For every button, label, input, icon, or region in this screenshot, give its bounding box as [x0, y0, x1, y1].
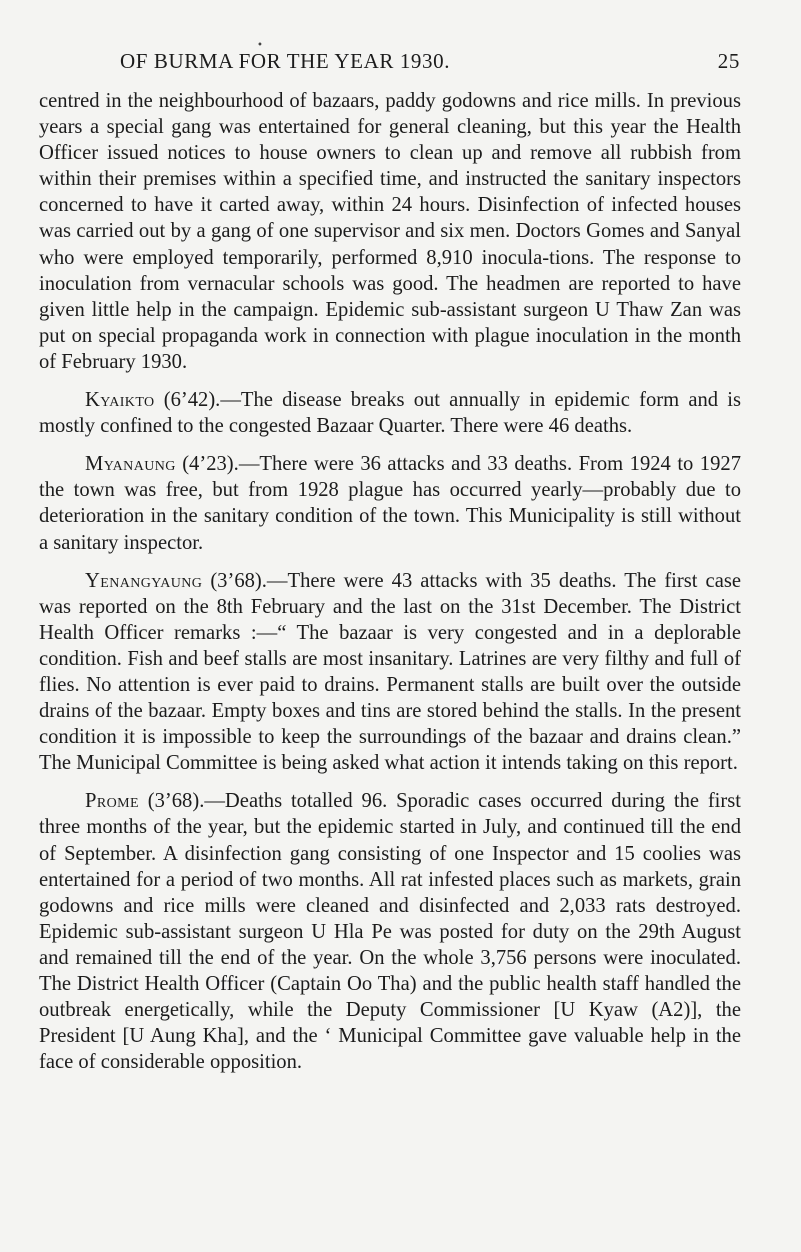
paragraph-text: (6’42).—The disease breaks out annually in epidemic form and is mostly confined to the congested Bazaar Quarter. There were 46 deaths. — [39, 389, 741, 438]
paragraph-text: (3’68).—Deaths totalled 96. Sporadic cases occurred during the first three months of the year, but the epidemic started in July, and continued till the end of September. A disinfection gang consisting of one Inspector and 15 coolies was entertained for a period of two months. All rat infested places such as markets, grain godowns and rice mills were cleaned and disinfected and 2,033 rats destroyed. Epidemic sub-assistant surgeon U Hla Pe was posted for duty on the 29th August and remained till the end of the year. On the whole 3,756 persons were inoculated. The District Health Officer (Captain Oo Tha) and the public health staff handled the outbreak energetically, while the Deputy Commissioner [U Kyaw (A2)], the President [U Aung Kha], and the ‘ Municipal Committee gave valuable help in the face of considerable opposition. — [39, 790, 741, 1074]
place-name: Yenangyaung — [85, 569, 203, 592]
paragraph-kyaikto — [39, 387, 741, 439]
body-text — [39, 88, 741, 1087]
place-name: Prome — [85, 790, 139, 813]
print-speck: • — [257, 40, 263, 51]
place-name: Myanaung — [85, 453, 176, 476]
page-number: 25 — [717, 49, 740, 73]
running-title: OF BURMA FOR THE YEAR 1930. — [120, 49, 451, 73]
paragraph-text: (3’68).—There were 43 attacks with 35 deaths. The first case was reported on the 8th February and the last on the 31st December. The District Health Officer remarks :—“ The bazaar is very congested and in a deplorable condition. Fish and beef stalls are most insanitary. Latrines are very filthy and full of flies. No attention is ever paid to drains. Permanent stalls are built over the outside drains of the bazaar. Empty boxes and tins are stored behind the stalls. In the present condition it is impossible to keep the surroundings of the bazaar and drains clean.” The Municipal Committee is being asked what action it intends taking on this report. — [39, 569, 741, 775]
paragraph-prome — [39, 788, 741, 1075]
paragraph-text: (4’23).—There were 36 attacks and 33 deaths. From 1924 to 1927 the town was free, but from 1928 plague has occurred yearly—probably due to deterioration in the sanitary condition of the town. This Municipality is still without a sanitary inspector. — [39, 453, 741, 554]
place-name: Kyaikto — [85, 389, 155, 412]
paragraph-myanaung — [39, 451, 741, 555]
paragraph-yenangyaung — [39, 568, 741, 777]
paragraph-text: centred in the neighbourhood of bazaars, paddy godowns and rice mills. In previous years a special gang was entertained for general cleaning, but this year the Health Officer issued notices to house owners to clean up and remove all rubbish from within their premises within a specified time, and instructed the sanitary inspectors concerned to have it carted away, within 24 hours. Disinfection of infected houses was carried out by a gang of one supervisor and six men. Doctors Gomes and Sanyal who were employed temporarily, performed 8,910 inocula-tions. The response to inoculation from vernacular schools was good. The headmen are reported to have given little help in the campaign. Epidemic sub-assistant surgeon U Thaw Zan was put on special propaganda work in connection with plague inoculation in the month of February 1930. — [39, 90, 741, 373]
paragraph-continuation — [39, 88, 741, 375]
